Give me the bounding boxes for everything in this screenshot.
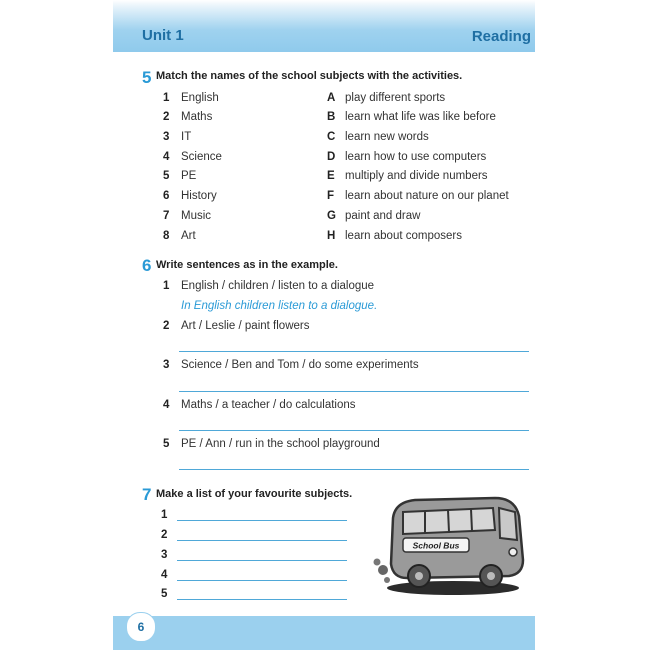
- sentence-prompt: PE / Ann / run in the school playground: [181, 438, 380, 450]
- exhaust-puff: [378, 565, 388, 575]
- unit-title: Unit 1: [142, 27, 184, 44]
- example-answer: In English children listen to a dialogue.: [181, 300, 378, 312]
- sentence-prompt: English / children / listen to a dialogue: [181, 280, 375, 292]
- subject-number: 7: [163, 210, 170, 222]
- subject-number: 5: [163, 170, 170, 182]
- answer-line[interactable]: [179, 469, 529, 470]
- exercise-5-title: Match the names of the school subjects with the activities.: [156, 70, 463, 82]
- subject-answer-line[interactable]: [177, 520, 347, 521]
- answer-line[interactable]: [179, 391, 529, 392]
- item-number: 2: [163, 320, 170, 332]
- answer-line[interactable]: [179, 351, 529, 352]
- subject-label: IT: [181, 131, 192, 143]
- subject-answer-line[interactable]: [177, 560, 347, 561]
- activity-label: learn new words: [345, 131, 429, 143]
- subject-label: Art: [181, 230, 196, 242]
- subject-label: Music: [181, 210, 212, 222]
- subject-number: 6: [163, 190, 170, 202]
- activity-letter: A: [327, 92, 336, 104]
- page-header: [113, 0, 535, 52]
- item-number: 3: [163, 359, 170, 371]
- activity-label: learn about nature on our planet: [345, 190, 509, 202]
- activity-label: play different sports: [345, 92, 446, 104]
- activity-letter: G: [327, 210, 336, 222]
- subject-number: 3: [163, 131, 170, 143]
- activity-label: multiply and divide numbers: [345, 170, 488, 182]
- page-number: 6: [126, 612, 156, 642]
- item-number: 5: [163, 438, 170, 450]
- exercise-7-number: 7: [142, 485, 152, 504]
- activity-letter: C: [327, 131, 336, 143]
- workbook-page: [113, 0, 535, 650]
- exercise-7-title: Make a list of your favourite subjects.: [156, 488, 353, 500]
- list-number: 4: [161, 569, 168, 581]
- exercise-6-number: 6: [142, 256, 152, 275]
- exhaust-puff: [384, 577, 390, 583]
- sentence-prompt: Art / Leslie / paint flowers: [181, 320, 310, 332]
- activity-label: learn how to use computers: [345, 151, 487, 163]
- sentence-prompt: Science / Ben and Tom / do some experiments: [181, 359, 419, 371]
- exhaust-puff: [374, 559, 381, 566]
- item-number: 4: [163, 399, 170, 411]
- subject-number: 1: [163, 92, 170, 104]
- subject-number: 8: [163, 230, 170, 242]
- answer-line[interactable]: [179, 430, 529, 431]
- activity-letter: H: [327, 230, 336, 242]
- activity-letter: E: [327, 170, 335, 182]
- exercise-5-number: 5: [142, 68, 152, 87]
- bus-headlight: [509, 548, 517, 556]
- subject-label: English: [181, 92, 219, 104]
- subject-label: PE: [181, 170, 197, 182]
- subject-number: 2: [163, 111, 170, 123]
- list-number: 2: [161, 529, 168, 541]
- school-bus-illustration: [373, 490, 533, 600]
- activity-letter: B: [327, 111, 336, 123]
- subject-label: History: [181, 190, 217, 202]
- subject-answer-line[interactable]: [177, 580, 347, 581]
- subject-label: Science: [181, 151, 222, 163]
- subject-label: Maths: [181, 111, 213, 123]
- activity-label: learn about composers: [345, 230, 462, 242]
- activity-letter: D: [327, 151, 336, 163]
- list-number: 3: [161, 549, 168, 561]
- activity-letter: F: [327, 190, 335, 202]
- item-number: 1: [163, 280, 170, 292]
- section-title: Reading: [471, 28, 531, 45]
- activity-label: learn what life was like before: [345, 111, 496, 123]
- bus-sign-text: School Bus: [412, 540, 460, 551]
- page-footer: [113, 616, 535, 650]
- exercise-6-title: Write sentences as in the example.: [156, 259, 338, 271]
- subject-answer-line[interactable]: [177, 599, 347, 600]
- subject-answer-line[interactable]: [177, 540, 347, 541]
- sentence-prompt: Maths / a teacher / do calculations: [181, 399, 356, 411]
- list-number: 1: [161, 509, 168, 521]
- subject-number: 4: [163, 151, 170, 163]
- activity-label: paint and draw: [345, 210, 421, 222]
- list-number: 5: [161, 588, 168, 600]
- bus-windshield: [499, 508, 517, 540]
